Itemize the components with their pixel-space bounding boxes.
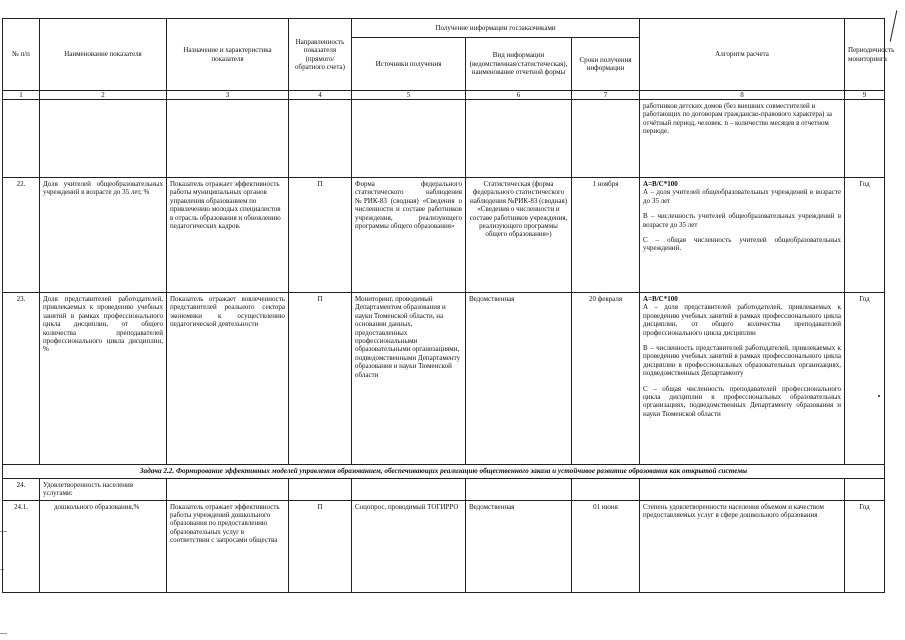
empty-cell — [640, 478, 845, 500]
indicator-periodicity: Год — [845, 178, 885, 293]
indicator-info-type: Ведомственная — [466, 500, 572, 592]
row-number: 24. — [3, 478, 40, 500]
column-number: 8 — [640, 91, 845, 100]
algorithm-b: В – численность представителей работодателей, привлекаемых к проведению учебных занятий в рамках профессионального цикла дисциплин в профессиональных образовательных организациях, подведомственных Департаменту — [643, 343, 842, 378]
header-algorithm: Алгоритм расчета — [640, 19, 845, 91]
indicator-direction: П — [289, 500, 352, 592]
indicator-sources: Форма федерального статистического наблюдения №РИК-83 (сводная) «Сведения о численности и составе работников учреждения, реализующего программы общего образования» — [352, 178, 466, 293]
empty-cell — [572, 100, 640, 178]
header-deadlines: Сроки получения информации — [572, 38, 640, 91]
indicator-deadline: 20 февраля — [572, 293, 640, 465]
indicators-table — [2, 18, 895, 593]
empty-cell — [466, 100, 572, 178]
indicator-algorithm — [640, 178, 845, 293]
header-info-type: Вид информации (ведомственная/статистическая), наименование отчетной формы — [466, 38, 572, 91]
formula: A=B/C*100 — [643, 295, 678, 303]
empty-cell — [466, 478, 572, 500]
empty-cell — [289, 478, 352, 500]
table-row — [3, 478, 885, 500]
indicator-periodicity: Год — [845, 293, 885, 465]
empty-cell — [352, 100, 466, 178]
task-row — [3, 465, 885, 479]
indicator-name: Удовлетворенность населения услугами: — [40, 478, 167, 500]
margin-mark: — — [0, 528, 7, 535]
column-number: 1 — [3, 91, 40, 100]
algorithm-c: С – общая численность учителей общеобразовательных учреждений. — [643, 235, 842, 253]
empty-cell — [289, 100, 352, 178]
indicator-name: Доля представителей работодателей, привлекаемых к проведению учебных занятий в рамках профессионального цикла дисциплин, от общего количества преподавателей профессионального цикла дисциплин, % — [40, 293, 167, 465]
column-number: 5 — [352, 91, 466, 100]
formula: A=B/C*100 — [643, 180, 678, 188]
indicator-info-type: Статистическая (форма федерального статистического наблюдения №РИК-83 (сводная) «Сведения о численности и составе работников учреждения, реализующего программы общего образования») — [466, 178, 572, 293]
column-number: 6 — [466, 91, 572, 100]
empty-cell — [572, 478, 640, 500]
indicator-sources: Соцопрос, проводимый ТОГИРРО — [352, 500, 466, 592]
empty-cell — [40, 100, 167, 178]
row-number: 23. — [3, 293, 40, 465]
header-sources: Источники получения — [352, 38, 466, 91]
indicator-name: Доля учителей общеобразовательных учреждений в возрасте до 35 лет, % — [40, 178, 167, 293]
scan-edge-artifact — [890, 10, 898, 42]
table-row — [3, 178, 885, 293]
indicator-direction: П — [289, 178, 352, 293]
header-group: Получение информации госзаказчиками — [352, 19, 640, 38]
empty-cell — [845, 100, 885, 178]
algorithm-a: А – доля учителей общеобразовательных учреждений в возрасте до 35 лет — [643, 188, 842, 205]
column-number: 3 — [167, 91, 289, 100]
indicator-algorithm: Степень удовлетворенности населения объемом и качеством предоставляемых услуг в сфере дошкольного образования — [640, 500, 845, 592]
header-direction: Направленность показателя (прямого/обратного счета) — [289, 19, 352, 91]
empty-cell — [3, 100, 40, 178]
row-number: 22. — [3, 178, 40, 293]
indicator-algorithm — [640, 293, 845, 465]
column-number: 4 — [289, 91, 352, 100]
indicator-purpose: Показатель отражает эффективность работы муниципальных органов управления образованием по привлечению молодых специалистов в отрасль образования и обновлению педагогических кадров. — [167, 178, 289, 293]
header-no: № п/п — [3, 19, 40, 91]
algorithm-a: А – доля представителей работодателей, привлекаемых к проведению учебных занятий в рамках профессионального цикла дисциплин, от общего количества преподавателей профессионального цикла дисциплин — [643, 303, 842, 337]
table-row — [3, 500, 885, 592]
empty-cell — [167, 478, 289, 500]
row-number: 24.1. — [3, 500, 40, 592]
margin-mark: — — [0, 630, 7, 637]
indicator-purpose: Показатель отражает вовлеченность представителей реального сектора экономики к осуществлению педагогической деятельности — [167, 293, 289, 465]
empty-cell — [167, 100, 289, 178]
header-purpose: Назначение и характеристика показателя — [167, 19, 289, 91]
indicator-periodicity: Год — [845, 500, 885, 592]
column-number: 9 — [845, 91, 885, 100]
empty-cell — [845, 478, 885, 500]
header-name: Наименование показателя — [40, 19, 167, 91]
indicator-deadline: 1 ноября — [572, 178, 640, 293]
continuation-algorithm: работников детских домов (без внешних совместителей и работающих по договорам гражданско-правового характера) за отчётный период, человек. n – количество месяцев в отчетном периоде. — [640, 100, 845, 178]
indicator-name: дошкольного образования,% — [40, 500, 167, 592]
indicator-direction: П — [289, 293, 352, 465]
continuation-row — [3, 100, 885, 178]
indicator-info-type: Ведомственная — [466, 293, 572, 465]
header-periodicity: Периодичность мониторинга — [845, 19, 885, 91]
algorithm-c: С – общая численность преподавателей профессионального цикла дисциплин в профессиональных образовательных организациях, подведомственных Департаменту образования и науки Тюменской области — [643, 384, 842, 418]
header-row — [3, 19, 885, 38]
margin-mark: _ — [0, 563, 4, 570]
column-number-row — [3, 91, 885, 100]
empty-cell — [352, 478, 466, 500]
column-number: 7 — [572, 91, 640, 100]
column-number: 2 — [40, 91, 167, 100]
indicator-purpose: Показатель отражает эффективность работы учреждений дошкольного образования по предоставлению образовательных услуг в соответствии с запросами общества — [167, 500, 289, 592]
algorithm-b: В – численность учителей общеобразовательных учреждений в возрасте до 35 лет — [643, 212, 842, 229]
table-row — [3, 293, 885, 465]
task-title: Задача 2.2. Формирование эффективных моделей управления образованием, обеспечивающих реализацию общественного заказа и устойчивое развитие образования как открытой системы — [3, 465, 885, 479]
indicator-sources: Мониторинг, проводимый Департаментом образования и науки Тюменской области, на основании данных, предоставленных профессиональными образовательными организациями, подведомственными Департаменту образования и науки Тюменской области — [352, 293, 466, 465]
indicator-deadline: 01 июня — [572, 500, 640, 592]
